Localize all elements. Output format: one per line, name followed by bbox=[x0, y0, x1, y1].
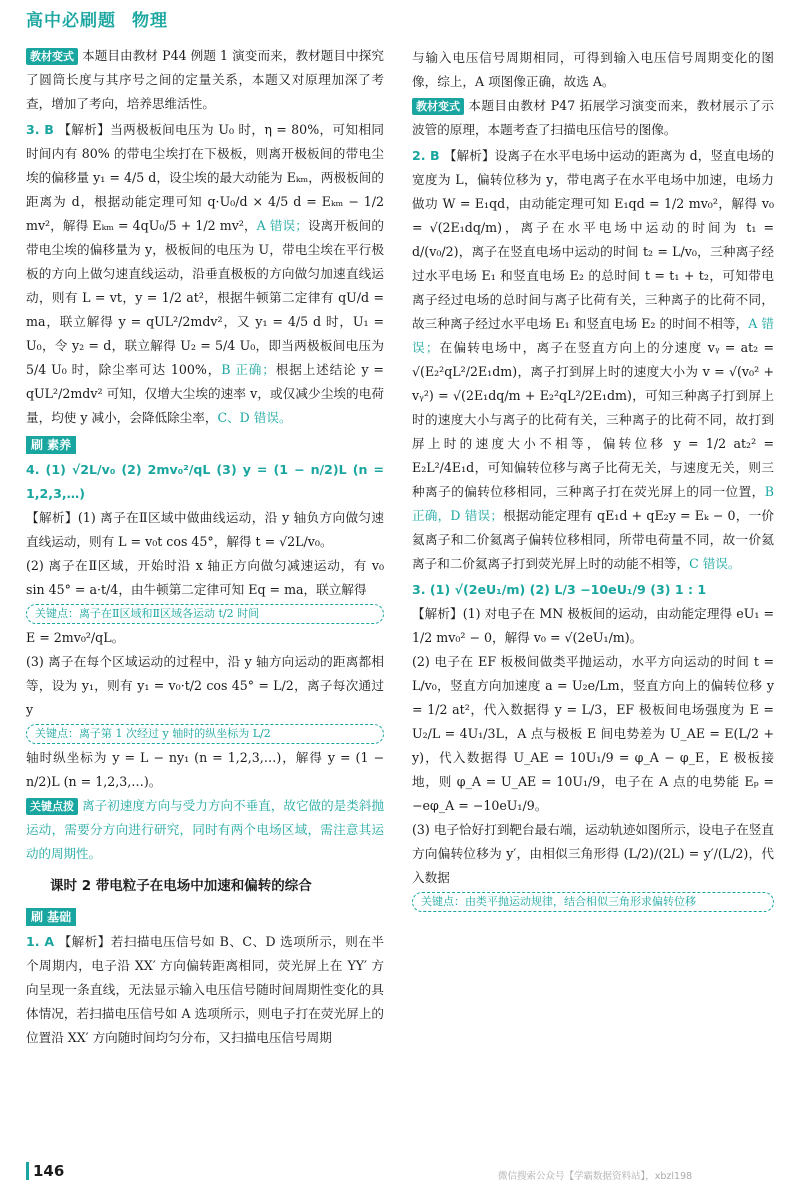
question-2-answer: 2. B bbox=[412, 148, 440, 163]
question-3-answer: 3. B bbox=[26, 122, 54, 137]
question-3b-part3: (3) 电子恰好打到靶台最右端，运动轨迹如图所示，设电子在竖直方向偏转位移为 y′，由相似三角形得 (L/2)/(2L) = y′/(L/2)，代入数据 bbox=[412, 822, 774, 885]
judge-c: C 错误。 bbox=[689, 556, 741, 571]
question-3b-part1: 【解析】(1) 对电子在 MN 极板间的运动，由动能定理得 eU₁ = 1/2 mv₀² − 0，解得 v₀ = √(2eU₁/m)。 bbox=[412, 606, 774, 645]
question-4-part3: E = 2mv₀²/qL。 bbox=[26, 630, 125, 645]
key-hint-tag: 关键点拨 bbox=[26, 798, 78, 815]
judge-a-2: A 错误； bbox=[412, 316, 774, 355]
keypoint-note-1: 关键点：离子在Ⅱ区域和Ⅱ区域各运动 t/2 时间 bbox=[26, 604, 384, 624]
textbook-variant-tag: 教材变式 bbox=[26, 48, 78, 65]
question-3-part1: 【解析】当两极板间电压为 U₀ 时，η = 80%，可知相同时间内有 80% 的带电尘埃打在下极板，则离开极板间的带电尘埃的偏移量 y₁ = 4/5 d，设尘埃的最大动能为 Eₖₘ，两极板间的距离为 d，根据动能定理可知 q·U₀/d × 4/5 d = Eₖₘ − 1/2 mv²，解得 Eₖₘ = 4qU₀/5 + 1/2 mv²， bbox=[26, 122, 385, 233]
question-3-part2: 设离开板间的带电尘埃的偏移量为 y，极板间的电压为 U，带电尘埃在平行极板的方向上做匀速直线运动，沿垂直极板的方向做匀加速直线运动，则有 L = vt，y = 1/2 at²，根据牛顿第二定律有 qU/d = ma，联立解得 y = qUL²/2mdv²，又 y₁ = 4/5 d 时，U₁ = U₀，令 y₂ = d，联立解得 U₂ = 5/4 U₀，即当两极板间电压为 5/4 U₀ 时，除尘率可达 100%， bbox=[26, 218, 385, 377]
judge-bd: B 正确，D 错误； bbox=[412, 484, 774, 523]
footer-watermark: 微信搜索公众号【学霸数据资料站】，xbzl198 bbox=[498, 1171, 693, 1182]
question-1-answer: 1. A bbox=[26, 934, 55, 949]
question-4-part2: (2) 离子在Ⅱ区域，开始时沿 x 轴正方向做匀减速运动，有 v₀ sin 45° = a·t/4，由牛顿第二定律可知 Eq = ma，联立解得 bbox=[26, 558, 384, 597]
judge-b: B 正确； bbox=[221, 362, 275, 377]
question-4-part4: (3) 离子在每个区域运动的过程中，沿 y 轴方向运动的距离都相等，设为 y₁，则有 y₁ = v₀·t/2 cos 45° = L/2，离子每次通过 y bbox=[26, 654, 384, 717]
textbook-variant-text-2: 本题目由教材 P47 拓展学习演变而来，教材展示了示波管的原理，本题考查了扫描电压信号的图像。 bbox=[412, 98, 774, 137]
textbook-variant-text: 本题目由教材 P44 例题 1 演变而来，教材题目中探究了圆筒长度与其序号之间的定量关系，本题又对原理加深了考查，增加了考向，培养思维活性。 bbox=[26, 48, 384, 111]
judge-cd: C、D 错误。 bbox=[217, 410, 292, 425]
keypoint-note-3: 关键点：由类平抛运动规律，结合相似三角形求偏转位移 bbox=[412, 892, 774, 912]
subject-label: 物理 bbox=[132, 11, 168, 31]
key-hint bbox=[26, 794, 384, 866]
page-header bbox=[26, 6, 168, 31]
question-3b-part2: (2) 电子在 EF 板极间做类平抛运动，水平方向运动的时间 t = L/v₀，竖直方向加速度 a = U₂e/Lm，竖直方向上的偏转位移 y = 1/2 at²，代入数据得 y = L/3，EF 极板间电场强度为 E = U₂/L = 4U₁/3L，A 点与极板 E 间电势差为 U_AE = E(L/2 + y)，代入数据得 U_AE = 10U₁/9 = φ_A − φ_E，E 极板接地，则 φ_A = U_AE = 10U₁/9，电子在 A 点的电势能 Eₚ = −eφ_A = −10eU₁/9。 bbox=[412, 654, 774, 813]
right-column bbox=[412, 46, 774, 914]
question-1-solution bbox=[26, 930, 384, 1050]
textbook-variant-note bbox=[26, 44, 384, 116]
left-column bbox=[26, 44, 384, 1050]
question-3-part3: 根据上述结论 y = qUL²/2mdv² 可知，仅增大尘埃的速率 v，或仅减少尘埃的电荷量，均使 y 减小，会降低除尘率， bbox=[26, 362, 384, 425]
lesson-title: 课时 2 带电粒子在电场中加速和偏转的综合 bbox=[50, 878, 312, 894]
question-3-solution bbox=[26, 118, 384, 430]
question-1-text: 【解析】若扫描电压信号如 B、C、D 选项所示，则在半个周期内，电子沿 XX′ 方向偏转距离相同，荧光屏上在 YY′ 方向呈现一条直线，无法显示输入电压信号随时间周期性变化的具体情况，若扫描电压信号如 A 选项所示，则电子打在荧光屏上的位置沿 XX′ 方向随时间均匀分布，又扫描电压信号周期 bbox=[26, 934, 384, 1045]
question-2-part3: 根据动能定理有 qE₁d + qE₂y = Eₖ − 0，一价氦离子和二价氦离子偏转位移相同，所带电荷量不同，故一价氦离子和二价氦离子打到荧光屏上时的动能不相等， bbox=[412, 508, 774, 571]
question-4-answer: 4. (1) √2L/v₀ (2) 2mv₀²/qL (3) y = (1 − n/2)L (n = 1,2,3,…) bbox=[26, 462, 384, 501]
book-title: 高中必刷题 bbox=[26, 11, 116, 31]
question-2-part1: 【解析】设离子在水平电场中运动的距离为 d，竖直电场的宽度为 L，偏转位移为 y，带电离子在水平电场中加速，电场力做功 W = E₁qd，由动能定理可知 E₁qd = 1/2 mv₀²，解得 v₀ = √(2E₁dq/m)，离子在水平电场中运动的时间为 t₁ = d/(v₀/2)，离子在竖直电场中运动的时间 t₂ = L/v₀，三种离子经过水平电场 E₁ 和竖直电场 E₂ 的总时间 t = t₁ + t₂，可知带电离子经过电场的总时间与离子比荷有关，三种离子的比荷不同，故三种离子经过水平电场 E₁ 和竖直电场 E₂ 的时间不相等， bbox=[412, 148, 775, 331]
question-4-part1: 【解析】(1) 离子在Ⅱ区域中做曲线运动，沿 y 轴负方向做匀速直线运动，则有 L = v₀t cos 45°，解得 t = √2L/v₀。 bbox=[26, 510, 384, 549]
keypoint-note-2: 关键点：离子第 1 次经过 y 轴时的纵坐标为 L/2 bbox=[26, 724, 384, 744]
textbook-variant-tag-2: 教材变式 bbox=[412, 98, 464, 115]
question-4-part5: 轴时纵坐标为 y = L − ny₁ (n = 1,2,3,…)，解得 y = (1 − n/2)L (n = 1,2,3,…)。 bbox=[26, 750, 384, 789]
question-2-part2: 在偏转电场中，离子在竖直方向上的分速度 vᵧ = at₂ = √(E₂²qL²/2E₁dm)，离子打到屏上时的速度大小为 v = √(v₀² + vᵧ²) = √(2E₁dq/m + E₂²qL²/2E₁dm)，可知三种离子打到屏上时的速度大小与离子的比荷有关，三种离子的比荷不同，故打到屏上时的速度大小不相等，偏转位移 y = 1/2 at₂² = E₂L²/4E₁d，可知偏转位移与离子比荷无关，与速度无关，则三种离子的偏转位移相同，三种离子打在荧光屏上的同一位置， bbox=[412, 340, 775, 499]
section-jichu: 刷 基础 bbox=[26, 908, 76, 926]
section-suyang: 刷 素养 bbox=[26, 436, 76, 454]
key-hint-text: 离子初速度方向与受力方向不垂直，故它做的是类斜抛运动，需要分方向进行研究，同时有两个电场区域，需注意其运动的周期性。 bbox=[26, 798, 384, 861]
page-number: 146 bbox=[26, 1162, 64, 1180]
judge-a: A 错误； bbox=[256, 218, 308, 233]
question-1-continued: 与输入电压信号周期相同，可得到输入电压信号周期变化的图像，综上，A 项图像正确，故选 A。 bbox=[412, 50, 774, 89]
question-3b-answer: 3. (1) √(2eU₁/m) (2) L/3 −10eU₁/9 (3) 1 : 1 bbox=[412, 582, 707, 597]
textbook-variant-note-2 bbox=[412, 94, 774, 142]
question-2-solution bbox=[412, 144, 774, 576]
